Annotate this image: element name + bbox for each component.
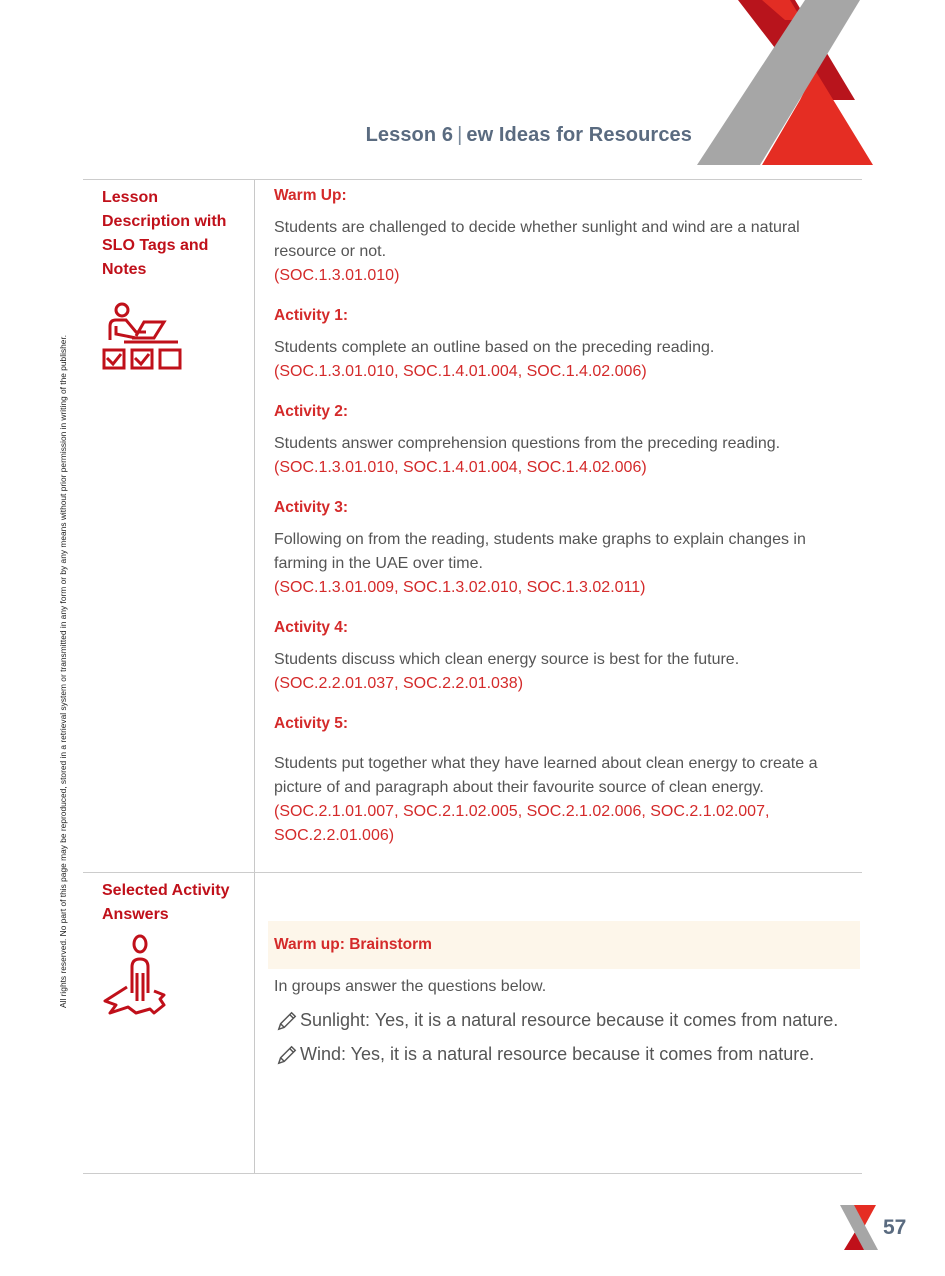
answer-item — [274, 1007, 862, 1033]
activity-block-5 — [274, 714, 862, 848]
person-puzzle-icon — [102, 933, 168, 1017]
answer-item — [274, 1041, 862, 1067]
slo-tags: (SOC.2.1.01.007, SOC.2.1.02.005, SOC.2.1.02.006, SOC.2.1.02.007, SOC.2.2.01.006) — [274, 803, 770, 844]
footer-x-logo — [838, 1205, 880, 1250]
lesson-title: ew Ideas for Resources — [466, 124, 692, 146]
activity-block-2 — [274, 402, 862, 480]
activity-description: Students complete an outline based on the preceding reading. — [274, 339, 715, 356]
slo-tags: (SOC.2.2.01.037, SOC.2.2.01.038) — [274, 675, 524, 692]
lesson-description-row — [83, 180, 862, 872]
activity-description: Students are challenged to decide whether sunlight and wind are a natural resource or not. — [274, 219, 800, 260]
activity-title: Activity 5: — [274, 715, 349, 732]
page-number: 57 — [883, 1216, 907, 1239]
title-separator: | — [457, 124, 463, 146]
slo-tags: (SOC.1.3.01.010) — [274, 267, 400, 284]
lesson-label: Lesson 6 — [365, 124, 454, 146]
activity-title: Activity 2: — [274, 403, 349, 420]
activity-block-4 — [274, 618, 862, 696]
lesson-table — [83, 179, 862, 1174]
activity-block-3 — [274, 498, 862, 600]
page-header-title — [366, 124, 692, 147]
activity-title: Activity 3: — [274, 499, 349, 516]
brand-x-logo — [690, 0, 880, 170]
activity-block-1 — [274, 306, 862, 384]
activity-title: Activity 4: — [274, 619, 349, 636]
activity-description: Following on from the reading, students make graphs to explain changes in farming in the UAE over time. — [274, 531, 806, 572]
lesson-description-label-cell — [83, 180, 255, 872]
activity-description: Students answer comprehension questions from the preceding reading. — [274, 435, 781, 452]
lesson-description-content — [255, 180, 862, 872]
activity-description: Students discuss which clean energy source is best for the future. — [274, 651, 740, 668]
teacher-desk-checklist-icon — [102, 302, 186, 376]
selected-answers-label-cell — [83, 873, 255, 1173]
activity-block-warm-up — [274, 186, 862, 288]
answer-text: Sunlight: Yes, it is a natural resource because it comes from nature. — [300, 1010, 839, 1030]
pencil-icon — [274, 1041, 300, 1066]
selected-answers-heading: Selected Activity Answers — [102, 882, 230, 923]
slo-tags: (SOC.1.3.01.009, SOC.1.3.02.010, SOC.1.3.02.011) — [274, 579, 646, 596]
activity-description: Students put together what they have learned about clean energy to create a picture of and paragraph about their favourite source of clean energy. — [274, 755, 818, 796]
selected-answers-row — [83, 872, 862, 1173]
copyright-notice: All rights reserved. No part of this page may be reproduced, stored in a retrieval system or transmitted in any form or by any means without prior permission in writing of the publisher. — [58, 334, 68, 1008]
activity-title: Warm Up: — [274, 187, 347, 204]
warm-up-brainstorm-banner: Warm up: Brainstorm — [268, 921, 860, 969]
slo-tags: (SOC.1.3.01.010, SOC.1.4.01.004, SOC.1.4.02.006) — [274, 459, 647, 476]
lesson-description-heading: Lesson Description with SLO Tags and Notes — [102, 189, 227, 278]
answers-instruction: In groups answer the questions below. — [274, 978, 547, 995]
answer-text: Wind: Yes, it is a natural resource because it comes from nature. — [300, 1044, 815, 1064]
activity-title: Activity 1: — [274, 307, 349, 324]
selected-answers-content — [255, 873, 862, 1173]
pencil-icon — [274, 1007, 300, 1032]
slo-tags: (SOC.1.3.01.010, SOC.1.4.01.004, SOC.1.4.02.006) — [274, 363, 647, 380]
